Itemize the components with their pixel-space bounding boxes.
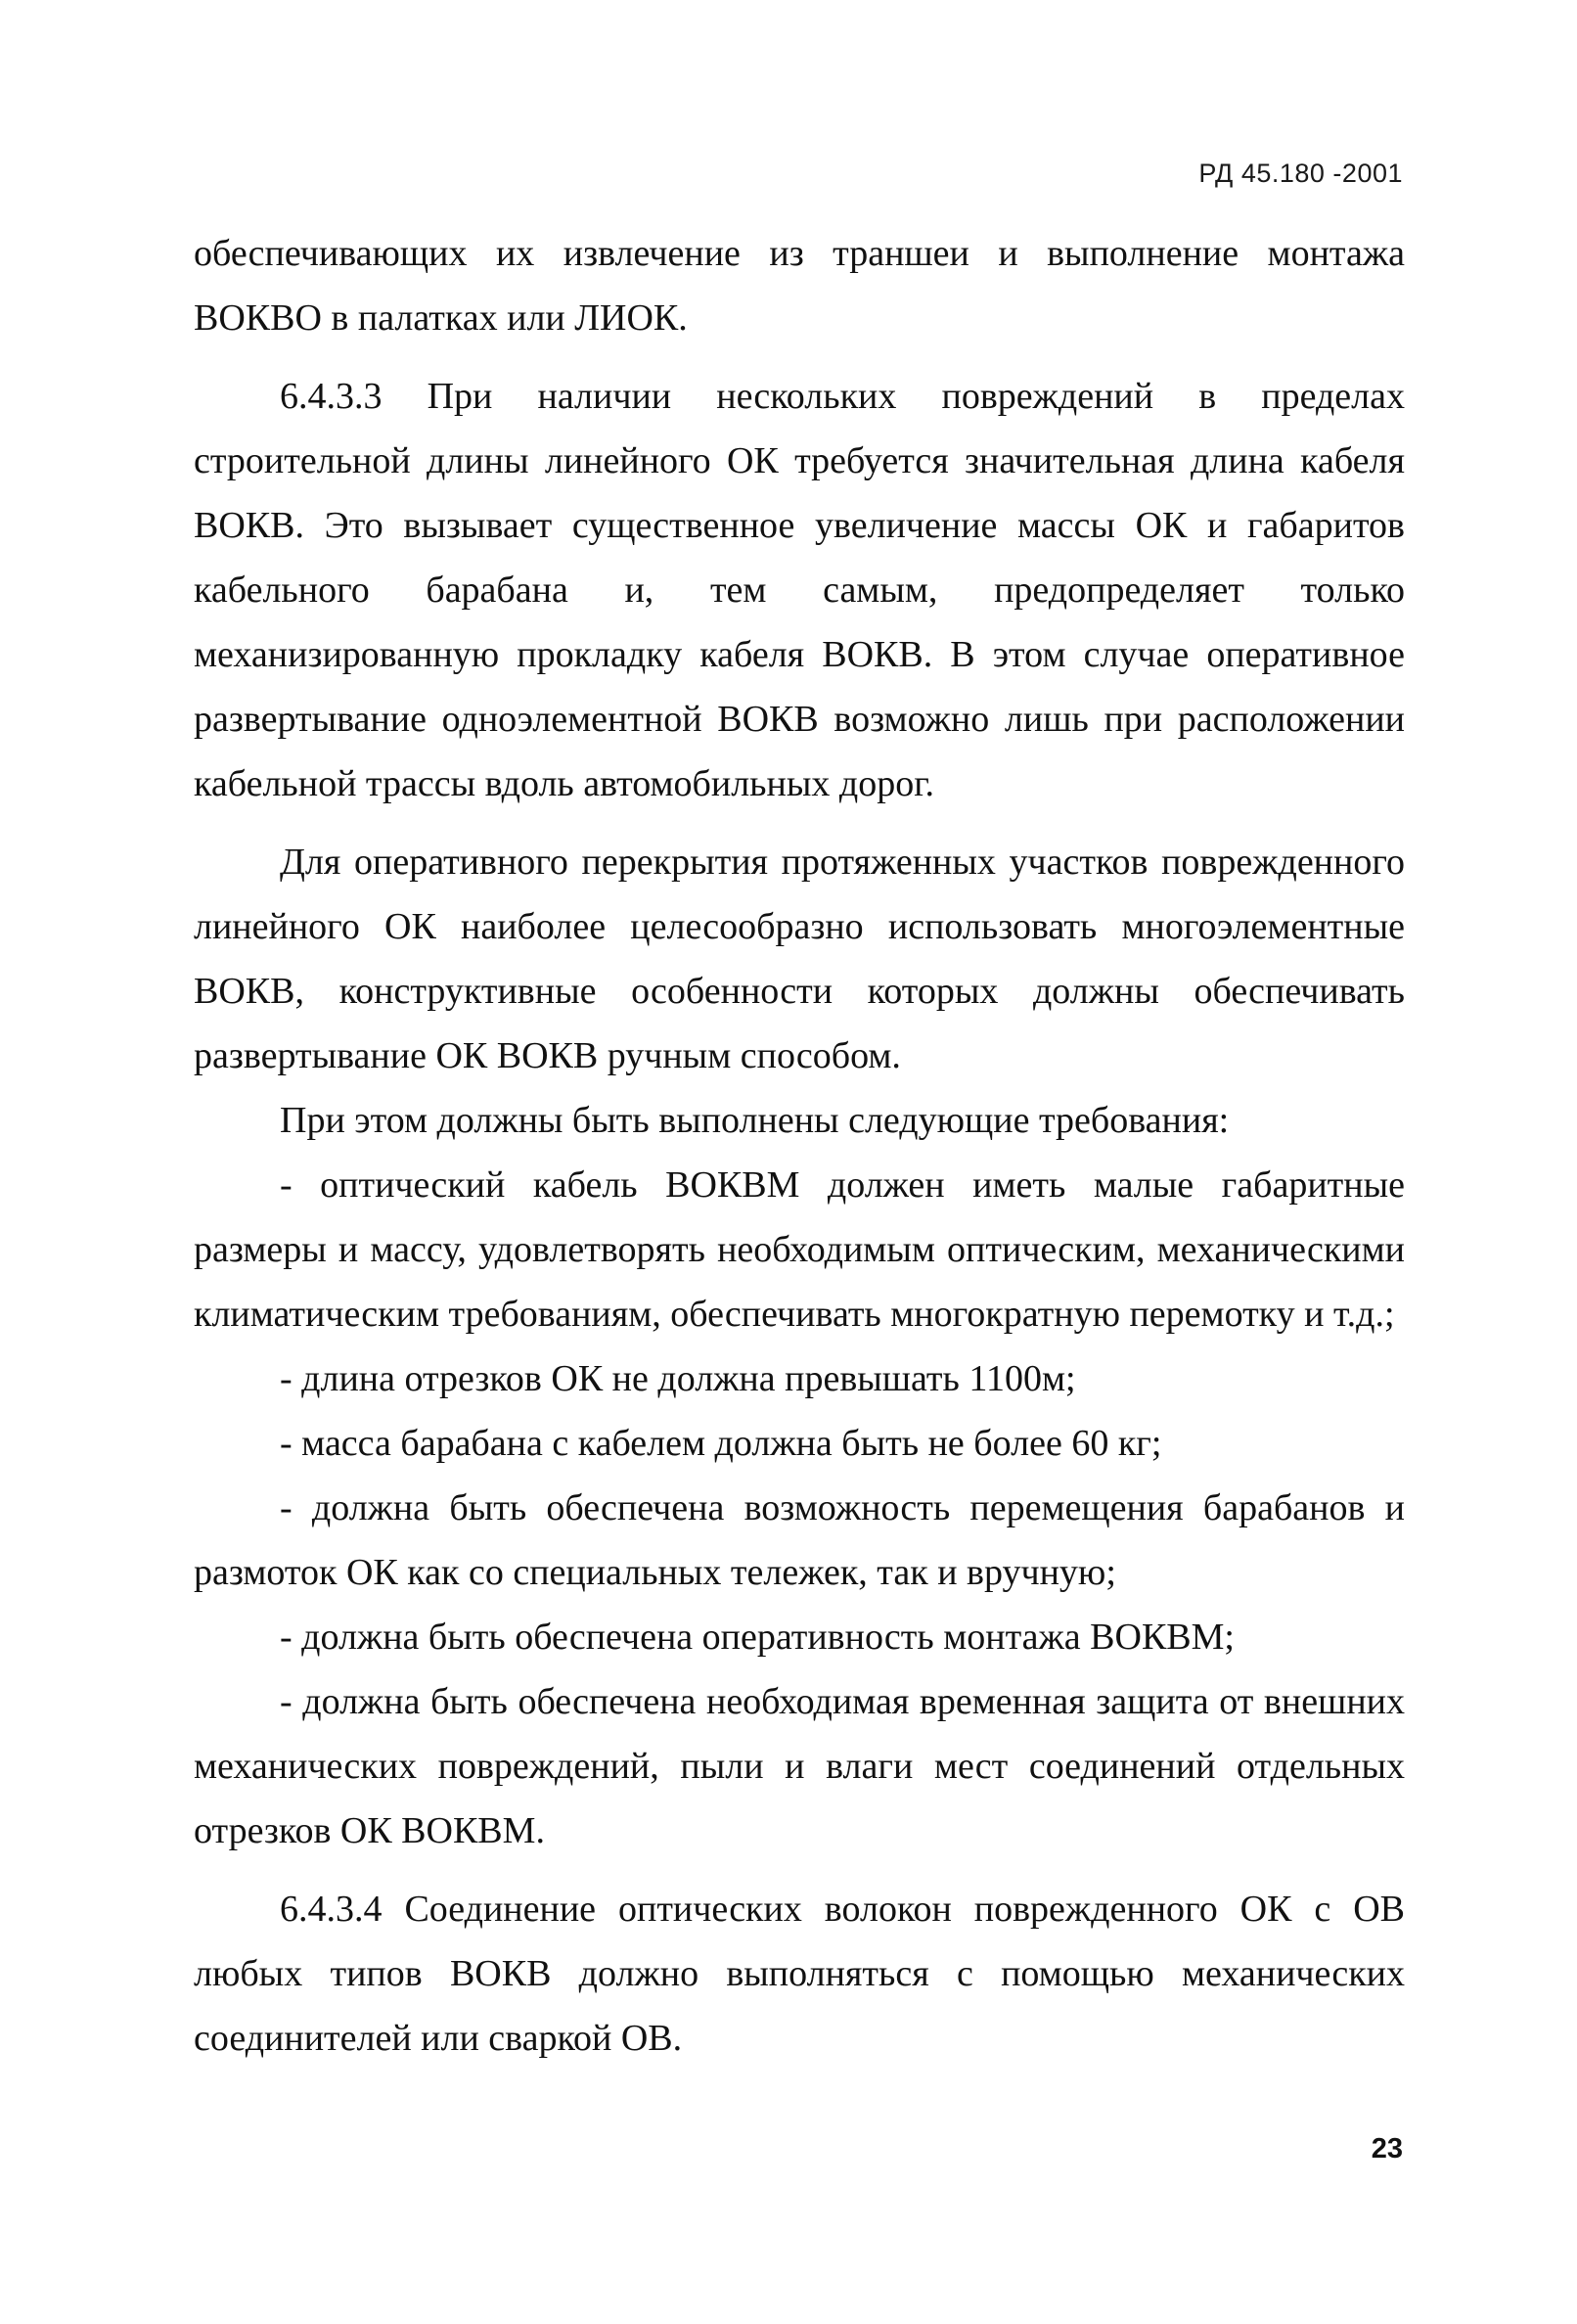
requirement-item: - должна быть обеспечена возможность перемещения барабанов и размоток ОК как со специальных тележек, так и вручную; — [194, 1487, 1405, 1593]
paragraph-continuation: обеспечивающих их извлечение из траншеи и выполнение монтажа ВОКВО в палатках или ЛИОК. — [194, 233, 1405, 339]
requirement-item: - масса барабана с кабелем должна быть не более 60 кг; — [280, 1423, 1162, 1464]
paragraph-6-4-3-4: 6.4.3.4 Соединение оптических волокон поврежденного ОК с ОВ любых типов ВОКВ должно выполняться с помощью механических соединителей или сваркой ОВ. — [194, 1889, 1405, 2059]
requirement-item: - должна быть обеспечена оперативность монтажа ВОКВМ; — [280, 1617, 1235, 1658]
paragraph-requirements-intro: При этом должны быть выполнены следующие требования: — [280, 1100, 1230, 1141]
page-number: 23 — [1371, 2133, 1403, 2165]
requirement-item: - должна быть обеспечена необходимая временная защита от внешних механических повреждений, пыли и влаги мест соединений отдельных отрезков ОК ВОКВМ. — [194, 1681, 1405, 1851]
requirement-item: - оптический кабель ВОКВМ должен иметь малые габаритные размеры и массу, удовлетворять необходимым оптическим, механическими климатическим требованиям, обеспечивать многократную перемотку и т.д.; — [194, 1164, 1405, 1335]
body-text — [194, 221, 1405, 2071]
paragraph-multielement-vokv: Для оперативного перекрытия протяженных участков поврежденного линейного ОК наиболее целесообразно использовать многоэлементные ВОКВ, конструктивные особенности которых должны обеспечивать развертывание ОК ВОКВ ручным способом. — [194, 842, 1405, 1076]
document-code: РД 45.180 -2001 — [1198, 159, 1403, 188]
paragraph-6-4-3-3: 6.4.3.3 При наличии нескольких повреждений в пределах строительной длины линейного ОК требуется значительная длина кабеля ВОКВ. Это вызывает существенное увеличение массы ОК и габаритов кабельного барабана и, тем самым, предопределяет только механизированную прокладку кабеля ВОКВ. В этом случае оперативное развертывание одноэлементной ВОКВ возможно лишь при расположении кабельной трассы вдоль автомобильных дорог. — [194, 376, 1405, 804]
requirement-item: - длина отрезков ОК не должна превышать 1100м; — [280, 1358, 1076, 1399]
